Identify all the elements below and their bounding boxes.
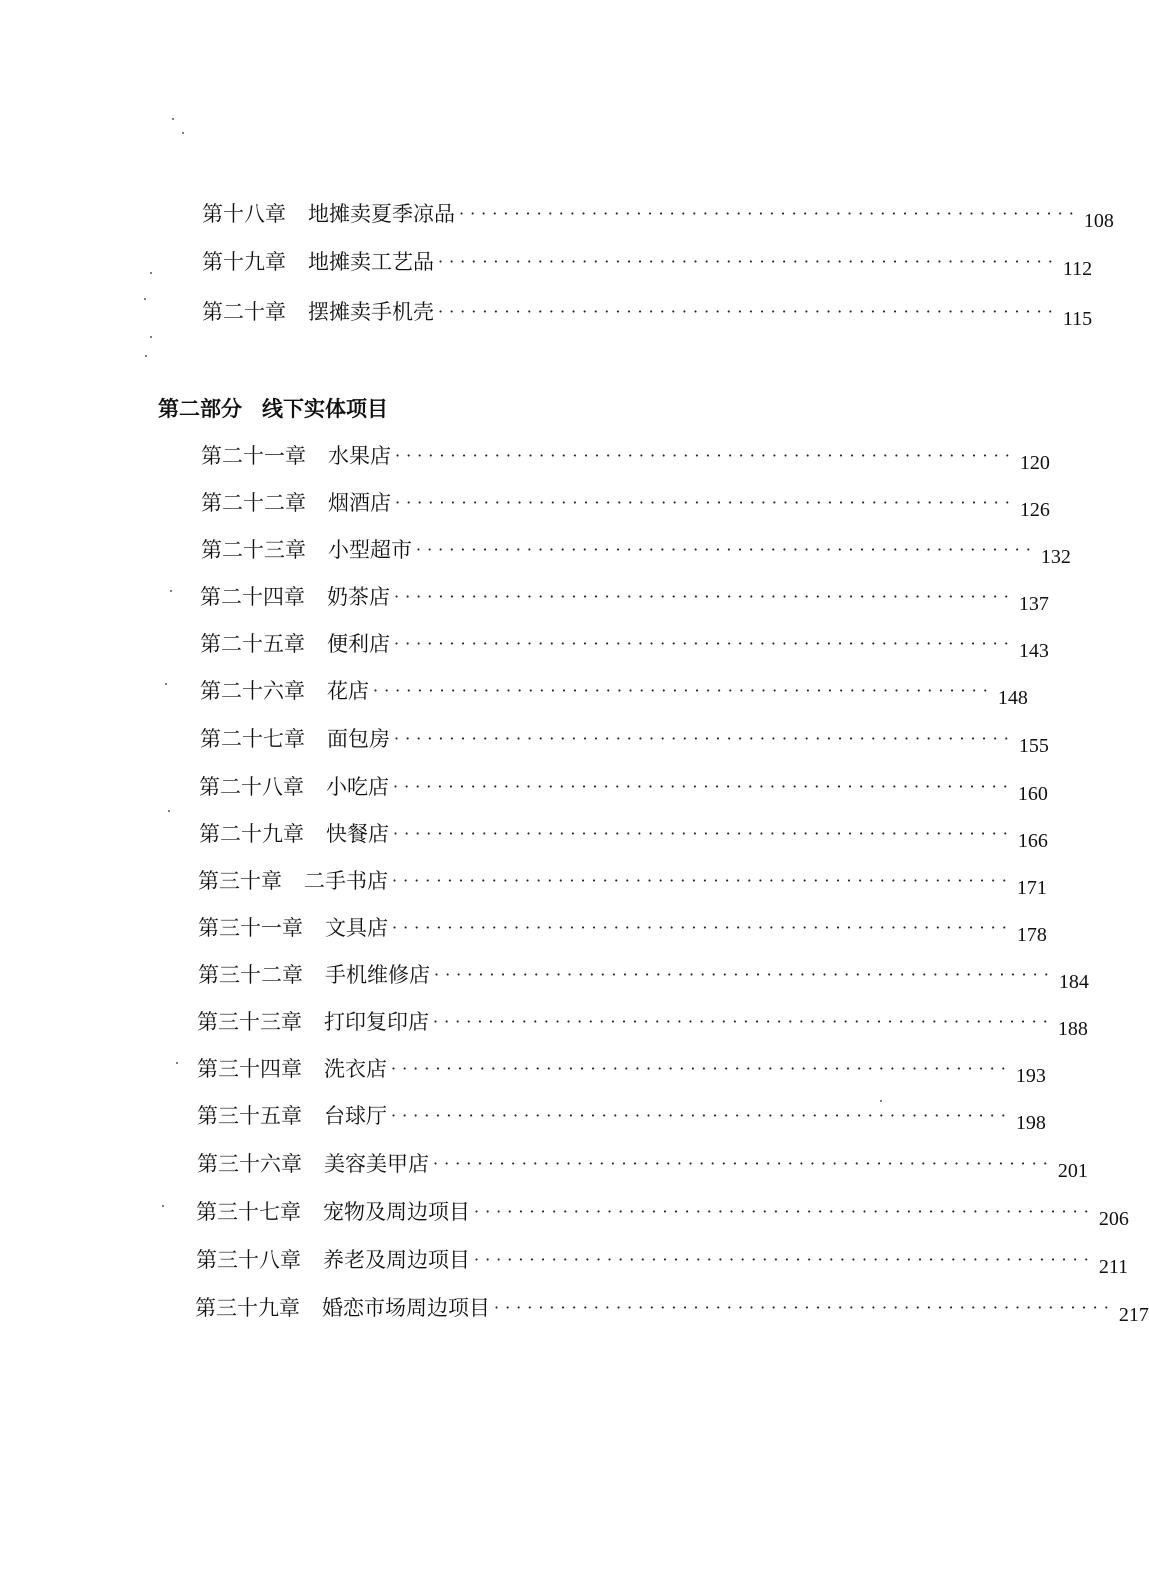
page-number: 115 bbox=[1062, 308, 1093, 330]
toc-entry[interactable] bbox=[202, 198, 1114, 232]
page-number: 155 bbox=[1018, 735, 1049, 757]
chapter-number: 第三十三章 bbox=[197, 1010, 302, 1034]
chapter-title: 面包房 bbox=[327, 727, 390, 751]
dot-leader: ························································ bbox=[474, 1250, 1095, 1269]
page-number: 126 bbox=[1019, 499, 1050, 521]
dot-leader: ························································ bbox=[416, 540, 1037, 559]
page-number: 108 bbox=[1083, 210, 1114, 232]
dot-leader: ························································ bbox=[395, 446, 1016, 465]
chapter-title: 二手书店 bbox=[304, 869, 388, 893]
page-number: 143 bbox=[1018, 640, 1049, 662]
toc-entry[interactable] bbox=[201, 534, 1071, 568]
page-number: 178 bbox=[1016, 924, 1047, 946]
chapter-number: 第三十六章 bbox=[197, 1152, 302, 1176]
dot-leader: ························································ bbox=[459, 204, 1080, 223]
chapter-title: 花店 bbox=[327, 679, 369, 703]
dot-leader: ························································ bbox=[433, 1154, 1054, 1173]
page-number: 198 bbox=[1015, 1112, 1046, 1134]
chapter-title: 摆摊卖手机壳 bbox=[308, 300, 434, 324]
scan-speck bbox=[165, 683, 167, 685]
toc-entry[interactable] bbox=[197, 1100, 1046, 1134]
chapter-title: 手机维修店 bbox=[325, 963, 430, 987]
page-number: 160 bbox=[1017, 783, 1048, 805]
chapter-number: 第二十五章 bbox=[200, 632, 305, 656]
chapter-title: 打印复印店 bbox=[324, 1010, 429, 1034]
part-heading bbox=[158, 394, 388, 424]
chapter-title: 地摊卖工艺品 bbox=[308, 250, 434, 274]
chapter-number: 第二十三章 bbox=[201, 538, 306, 562]
chapter-title: 婚恋市场周边项目 bbox=[322, 1296, 490, 1320]
toc-entry[interactable] bbox=[200, 723, 1049, 757]
chapter-number: 第二十二章 bbox=[201, 491, 306, 515]
scan-speck bbox=[145, 355, 147, 357]
toc-entry[interactable] bbox=[201, 487, 1050, 521]
chapter-number: 第三十章 bbox=[198, 869, 282, 893]
scan-speck bbox=[182, 132, 184, 134]
dot-leader: ························································ bbox=[438, 302, 1059, 321]
toc-entry[interactable] bbox=[197, 1053, 1046, 1087]
page-number: 211 bbox=[1098, 1256, 1129, 1278]
chapter-number: 第十九章 bbox=[202, 250, 286, 274]
chapter-title: 宠物及周边项目 bbox=[323, 1200, 470, 1224]
dot-leader: ························································ bbox=[433, 1012, 1054, 1031]
chapter-number: 第十八章 bbox=[202, 202, 286, 226]
page-number: 201 bbox=[1057, 1160, 1088, 1182]
toc-entry[interactable] bbox=[197, 1006, 1088, 1040]
chapter-title: 小型超市 bbox=[328, 538, 412, 562]
page-number: 188 bbox=[1057, 1018, 1088, 1040]
toc-entry[interactable] bbox=[202, 246, 1093, 280]
page-number: 184 bbox=[1058, 971, 1089, 993]
page-number: 217 bbox=[1118, 1304, 1149, 1326]
scan-speck bbox=[162, 1205, 164, 1207]
page-number: 137 bbox=[1018, 593, 1049, 615]
dot-leader: ························································ bbox=[393, 777, 1014, 796]
chapter-number: 第二十四章 bbox=[200, 585, 305, 609]
chapter-title: 烟酒店 bbox=[328, 491, 391, 515]
dot-leader: ························································ bbox=[393, 824, 1014, 843]
toc-entry[interactable] bbox=[200, 581, 1049, 615]
toc-entry[interactable] bbox=[199, 771, 1048, 805]
chapter-title: 小吃店 bbox=[326, 775, 389, 799]
toc-entry[interactable] bbox=[201, 440, 1050, 474]
chapter-number: 第三十九章 bbox=[195, 1296, 300, 1320]
toc-entry[interactable] bbox=[200, 628, 1049, 662]
toc-entry[interactable] bbox=[198, 865, 1047, 899]
dot-leader: ························································ bbox=[395, 493, 1016, 512]
toc-entry[interactable] bbox=[200, 675, 1028, 709]
dot-leader: ························································ bbox=[474, 1202, 1095, 1221]
chapter-number: 第三十八章 bbox=[196, 1248, 301, 1272]
chapter-number: 第三十五章 bbox=[197, 1104, 302, 1128]
scan-speck bbox=[168, 810, 170, 812]
chapter-number: 第三十二章 bbox=[198, 963, 303, 987]
scan-speck bbox=[880, 1100, 882, 1102]
page-number: 112 bbox=[1062, 258, 1093, 280]
page-number: 171 bbox=[1016, 877, 1047, 899]
chapter-title: 便利店 bbox=[327, 632, 390, 656]
chapter-number: 第二十一章 bbox=[201, 444, 306, 468]
page-number: 193 bbox=[1015, 1065, 1046, 1087]
scan-speck bbox=[170, 590, 172, 592]
scan-speck bbox=[172, 118, 174, 120]
toc-entry[interactable] bbox=[196, 1196, 1129, 1230]
dot-leader: ························································ bbox=[391, 1106, 1012, 1125]
toc-entry[interactable] bbox=[199, 818, 1048, 852]
dot-leader: ························································ bbox=[392, 871, 1013, 890]
chapter-title: 台球厅 bbox=[324, 1104, 387, 1128]
chapter-title: 文具店 bbox=[325, 916, 388, 940]
dot-leader: ························································ bbox=[394, 634, 1015, 653]
toc-entry[interactable] bbox=[197, 1148, 1088, 1182]
chapter-title: 地摊卖夏季凉品 bbox=[308, 202, 455, 226]
dot-leader: ························································ bbox=[392, 918, 1013, 937]
chapter-number: 第三十一章 bbox=[198, 916, 303, 940]
page-number: 206 bbox=[1098, 1208, 1129, 1230]
page-number: 120 bbox=[1019, 452, 1050, 474]
chapter-number: 第二十七章 bbox=[200, 727, 305, 751]
dot-leader: ························································ bbox=[438, 252, 1059, 271]
dot-leader: ························································ bbox=[373, 681, 994, 700]
toc-entry[interactable] bbox=[202, 296, 1093, 330]
page-number: 166 bbox=[1017, 830, 1048, 852]
scan-speck bbox=[144, 298, 146, 300]
chapter-title: 洗衣店 bbox=[324, 1057, 387, 1081]
dot-leader: ························································ bbox=[394, 729, 1015, 748]
chapter-title: 水果店 bbox=[328, 444, 391, 468]
chapter-number: 第二十八章 bbox=[199, 775, 304, 799]
toc-entry[interactable] bbox=[196, 1244, 1129, 1278]
chapter-number: 第二十九章 bbox=[199, 822, 304, 846]
part-title: 线下实体项目 bbox=[262, 397, 388, 421]
chapter-number: 第三十七章 bbox=[196, 1200, 301, 1224]
toc-entry[interactable] bbox=[198, 959, 1089, 993]
toc-entry[interactable] bbox=[198, 912, 1047, 946]
scan-speck bbox=[176, 1062, 178, 1064]
dot-leader: ························································ bbox=[394, 587, 1015, 606]
dot-leader: ························································ bbox=[434, 965, 1055, 984]
chapter-number: 第二十六章 bbox=[200, 679, 305, 703]
dot-leader: ························································ bbox=[391, 1059, 1012, 1078]
scan-speck bbox=[150, 272, 152, 274]
toc-entry[interactable] bbox=[195, 1292, 1149, 1326]
page-number: 148 bbox=[997, 687, 1028, 709]
chapter-number: 第三十四章 bbox=[197, 1057, 302, 1081]
part-label: 第二部分 bbox=[158, 397, 242, 421]
chapter-title: 美容美甲店 bbox=[324, 1152, 429, 1176]
scan-speck bbox=[150, 336, 152, 338]
chapter-number: 第二十章 bbox=[202, 300, 286, 324]
chapter-title: 快餐店 bbox=[326, 822, 389, 846]
chapter-title: 奶茶店 bbox=[327, 585, 390, 609]
page-number: 132 bbox=[1040, 546, 1071, 568]
chapter-title: 养老及周边项目 bbox=[323, 1248, 470, 1272]
dot-leader: ························································ bbox=[494, 1298, 1115, 1317]
